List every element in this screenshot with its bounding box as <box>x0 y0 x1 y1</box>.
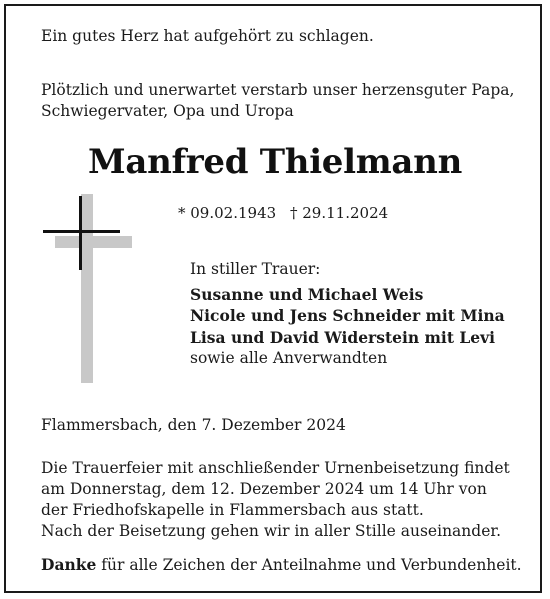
place-date: Flammersbach, den 7. Dezember 2024 <box>41 416 346 434</box>
thanks-line <box>41 554 522 576</box>
intro-text: Ein gutes Herz hat aufgehört zu schlagen. <box>41 27 374 45</box>
deceased-name: Manfred Thielmann <box>88 142 462 182</box>
mourner-name: Lisa und David Widerstein mit Levi <box>190 328 496 347</box>
mourners-closing: sowie alle Anverwandten <box>190 349 388 367</box>
service-line-1: Die Trauerfeier mit anschließender Urnenbeisetzung findet <box>41 459 510 477</box>
announcement-line-2: Schwiegervater, Opa und Uropa <box>41 102 294 120</box>
thanks-bold: Danke <box>41 555 97 574</box>
service-line-4: Nach der Beisetzung gehen wir in aller Stille auseinander. <box>41 522 501 540</box>
mourners-heading: In stiller Trauer: <box>190 260 321 278</box>
birth-date: * 09.02.1943 <box>178 204 277 222</box>
service-line-3: der Friedhofskapelle in Flammersbach aus statt. <box>41 501 424 519</box>
service-line-2: am Donnerstag, dem 12. Dezember 2024 um 14 Uhr von <box>41 480 487 498</box>
thanks-rest: für alle Zeichen der Anteilnahme und Verbundenheit. <box>96 556 522 574</box>
announcement-line-1: Plötzlich und unerwartet verstarb unser herzensguter Papa, <box>41 81 515 99</box>
mourner-name: Nicole und Jens Schneider mit Mina <box>190 306 505 325</box>
mourner-name: Susanne und Michael Weis <box>190 285 424 304</box>
death-date: † 29.11.2024 <box>290 204 389 222</box>
